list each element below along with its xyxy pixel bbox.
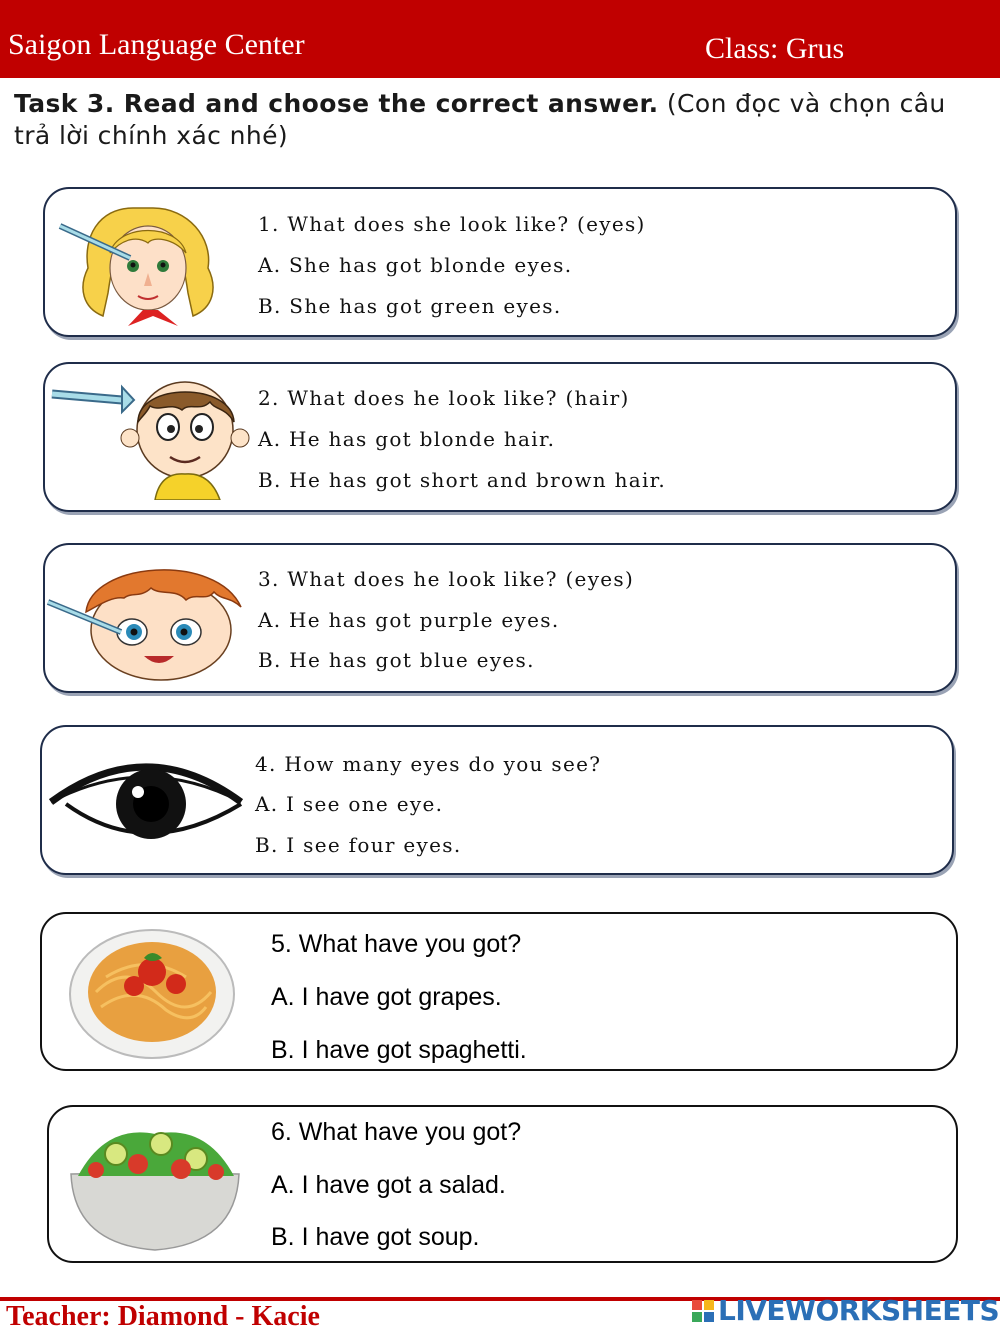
question-6-option-b[interactable]: B. I have got soup. [271,1223,480,1251]
question-3-text: 3. What does he look like? (eyes) [258,567,635,591]
red-hair-boy-icon [46,552,246,682]
salad-icon [66,1114,244,1254]
question-1-option-a[interactable]: A. She has got blonde eyes. [258,253,573,277]
class-label: Class: Grus [705,32,845,65]
question-2-option-a[interactable]: A. He has got blonde hair. [258,427,556,451]
question-5-option-b[interactable]: B. I have got spaghetti. [271,1036,527,1064]
spaghetti-icon [66,922,238,1062]
question-5-text: 5. What have you got? [271,930,522,958]
task-instructions [14,88,989,152]
question-1-option-b[interactable]: B. She has got green eyes. [258,294,562,318]
question-3-option-a[interactable]: A. He has got purple eyes. [258,608,560,632]
teacher-name: Teacher: Diamond - Kacie [6,1301,320,1332]
girl-face-icon [58,198,228,328]
task-heading: Task 3. Read and choose the correct answer. [14,89,659,118]
liveworksheets-logo-icon [692,1300,716,1324]
question-4-option-a[interactable]: A. I see one eye. [255,792,444,816]
question-4-text: 4. How many eyes do you see? [255,752,602,776]
question-6-option-a[interactable]: A. I have got a salad. [271,1171,506,1199]
header-bar [0,0,1000,78]
question-2-text: 2. What does he look like? (hair) [258,386,630,410]
question-1-text: 1. What does she look like? (eyes) [258,212,646,236]
question-6-text: 6. What have you got? [271,1118,522,1146]
brand-text: LIVEWORKSHEETS [718,1294,1000,1327]
question-5-option-a[interactable]: A. I have got grapes. [271,983,502,1011]
question-2-option-b[interactable]: B. He has got short and brown hair. [258,468,666,492]
liveworksheets-brand [692,1294,999,1327]
center-name: Saigon Language Center [8,28,305,61]
question-4-option-b[interactable]: B. I see four eyes. [255,833,462,857]
task-subtitle: (Con đọc và chọn câu trả lời chính xác nhé) [14,89,946,150]
eye-icon [46,742,246,857]
question-3-option-b[interactable]: B. He has got blue eyes. [258,648,535,672]
boy-face-icon [50,372,250,500]
